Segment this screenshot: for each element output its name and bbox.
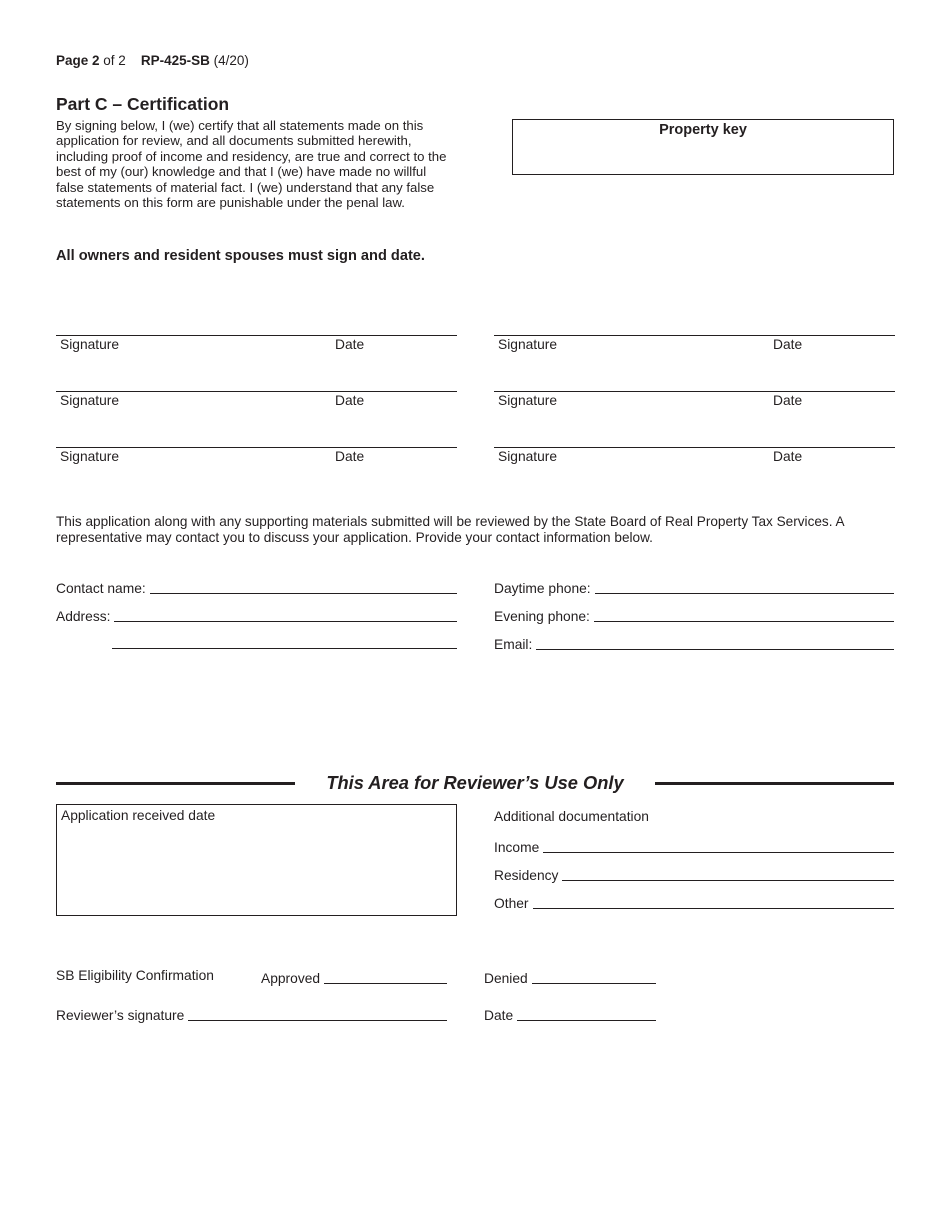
denied-line[interactable]	[532, 983, 656, 984]
additional-documentation-label: Additional documentation	[494, 809, 649, 824]
other-field[interactable]	[494, 893, 894, 911]
date-label: Date	[773, 393, 803, 408]
page-header	[56, 53, 249, 68]
email-line[interactable]	[536, 649, 894, 650]
approved-label: Approved	[261, 971, 321, 986]
signature-label: Signature	[60, 449, 120, 464]
income-line[interactable]	[543, 852, 894, 853]
income-label: Income	[494, 840, 540, 855]
contact-name-line[interactable]	[150, 593, 457, 594]
reviewer-rule-right	[655, 782, 894, 785]
reviewer-signature-label: Reviewer’s signature	[56, 1008, 185, 1023]
evening-phone-field[interactable]	[494, 606, 894, 624]
reviewer-date-label: Date	[484, 1008, 514, 1023]
sb-eligibility-label: SB Eligibility Confirmation	[56, 968, 214, 983]
residency-label: Residency	[494, 868, 559, 883]
reviewer-date-line[interactable]	[517, 1020, 656, 1021]
address-line[interactable]	[114, 621, 457, 622]
address-line-2[interactable]	[112, 648, 457, 649]
daytime-phone-field[interactable]	[494, 578, 894, 596]
date-label: Date	[773, 449, 803, 464]
date-label: Date	[335, 393, 365, 408]
must-sign-notice: All owners and resident spouses must sign and date.	[56, 248, 425, 264]
signature-line[interactable]	[494, 391, 895, 412]
contact-name-field[interactable]	[56, 578, 457, 596]
email-field[interactable]	[494, 634, 894, 652]
form-revision: (4/20)	[213, 53, 249, 68]
signature-line[interactable]	[494, 335, 895, 356]
date-label: Date	[773, 337, 803, 352]
certification-text: By signing below, I (we) certify that all statements made on this application for review, and all documents submitted herewith, including proof of income and residency, are true and correct to the best of my (our) knowledge and that I (we) have made no willful false statements of material fact. I (we) understand that any false statements on this form are punishable under the penal law.	[56, 118, 447, 211]
contact-name-label: Contact name:	[56, 581, 146, 596]
form-number: RP-425-SB	[140, 53, 210, 68]
reviewer-signature-field[interactable]	[56, 1005, 447, 1023]
reviewer-date-field[interactable]	[484, 1005, 656, 1023]
evening-phone-line[interactable]	[594, 621, 894, 622]
page-total: of 2	[103, 53, 126, 68]
signature-line[interactable]	[494, 447, 895, 468]
date-label: Date	[335, 449, 365, 464]
application-received-date-box[interactable]	[56, 804, 457, 916]
denied-field[interactable]	[484, 968, 656, 986]
approved-field[interactable]	[261, 968, 447, 986]
signature-line[interactable]	[56, 447, 457, 468]
property-key-box[interactable]	[512, 119, 894, 175]
residency-field[interactable]	[494, 865, 894, 883]
approved-line[interactable]	[324, 983, 447, 984]
email-label: Email:	[494, 637, 533, 652]
daytime-phone-label: Daytime phone:	[494, 581, 591, 596]
reviewer-signature-line[interactable]	[188, 1020, 447, 1021]
part-c-title: Part C – Certification	[56, 94, 230, 114]
address-field[interactable]	[56, 606, 457, 624]
evening-phone-label: Evening phone:	[494, 609, 590, 624]
signature-label: Signature	[60, 393, 120, 408]
daytime-phone-line[interactable]	[595, 593, 894, 594]
income-field[interactable]	[494, 837, 894, 855]
property-key-label: Property key	[659, 122, 747, 138]
signature-label: Signature	[60, 337, 120, 352]
signature-line[interactable]	[56, 391, 457, 412]
page-number: Page 2	[56, 53, 100, 68]
signature-line[interactable]	[56, 335, 457, 356]
reviewer-rule-left	[56, 782, 295, 785]
signature-label: Signature	[498, 449, 558, 464]
reviewer-section-title: This Area for Reviewer’s Use Only	[326, 772, 624, 793]
date-label: Date	[335, 337, 365, 352]
signature-label: Signature	[498, 337, 558, 352]
signature-label: Signature	[498, 393, 558, 408]
denied-label: Denied	[484, 971, 528, 986]
residency-line[interactable]	[562, 880, 894, 881]
other-label: Other	[494, 896, 529, 911]
application-received-date-label: Application received date	[61, 808, 216, 823]
review-note: This application along with any supporting materials submitted will be reviewed by the State Board of Real Property Tax Services. A representative may contact you to discuss your application. Provide your contact information below.	[56, 514, 844, 545]
other-line[interactable]	[533, 908, 894, 909]
address-label: Address:	[56, 609, 111, 624]
